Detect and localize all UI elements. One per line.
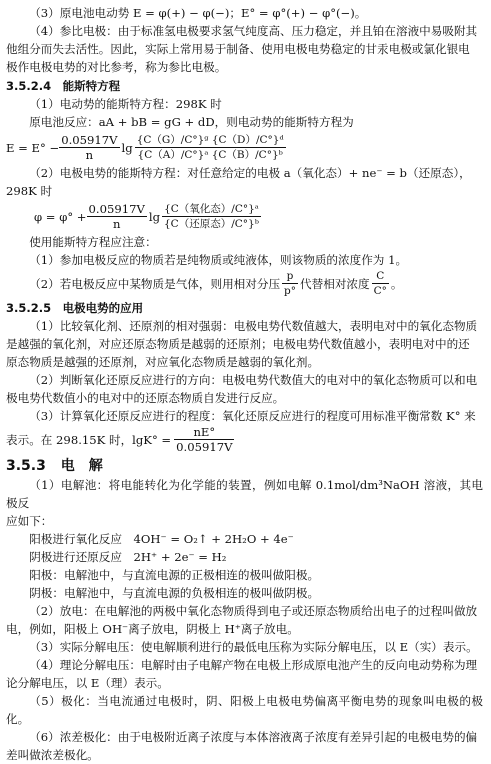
eq2-coefficient xyxy=(87,202,147,231)
para-reference-electrode-3: 极作电极电势的对比参考，称为参比电极。 xyxy=(6,60,227,74)
eq2-concentration-fraction xyxy=(162,202,261,231)
eq3-numerator: nE° xyxy=(174,425,234,440)
usage-note-2-text-a: （2）若电极反应中某物质是气体，则用相对分压 xyxy=(29,276,281,291)
theoretical-voltage-line-1: （4）理论分解电压：电解时由子电解产物在电极上形成原电池产生的反向电动势称为理 xyxy=(29,658,478,672)
section-heading-electrolysis xyxy=(6,456,483,476)
item-emf-definition: （3）原电池电动势 E = φ(+) − φ(−)；E° = φ°(+) − φ°(−)。 xyxy=(29,6,367,20)
usage-notes-heading: 使用能斯特方程应注意： xyxy=(29,235,157,249)
eq2-frac-numerator: {C（氧化态）/C°}ᵃ xyxy=(162,202,261,217)
anode-reaction: 阳极进行氧化反应 4OH⁻ = O₂↑ + 2H₂O + 4e⁻ xyxy=(29,532,294,546)
section-number: 3.5.3 xyxy=(6,458,46,474)
concentration-polarization-line-2: 差叫做浓差极化。 xyxy=(6,748,99,762)
application-3-text: 表示。在 298.15K 时，lgK° = xyxy=(6,432,172,447)
pressure-denominator: p° xyxy=(284,285,297,297)
application-3-line-1: （3）计算氧化还原反应进行的程度：氧化还原反应进行的程度可用标准平衡常数 K° 来 xyxy=(29,409,476,423)
relative-concentration-fraction xyxy=(372,269,389,298)
equation-electrode-nernst xyxy=(6,202,483,231)
application-1-line-3: 原态物质是越强的还原剂，对应氧化态物质是越弱的氧化剂。 xyxy=(6,355,320,369)
electrolysis-1-line-1: （1）电解池：将电能转化为化学能的装置，例如电解 0.1mol/dm³NaOH 溶液，其电极反 xyxy=(6,478,483,510)
eq1-lg: lg xyxy=(121,140,133,155)
eq1-concentration-fraction xyxy=(135,133,286,162)
theoretical-voltage-line-2: 论分解电压，以 E（理）表示。 xyxy=(6,676,169,690)
usage-note-2 xyxy=(6,269,483,298)
discharge-line-1: （2）放电：在电解池的两极中氧化态物质得到电子或还原态物质给出电子的过程叫做放 xyxy=(29,604,478,618)
usage-note-2-end: 。 xyxy=(390,276,403,291)
eq3-denominator: 0.05917V xyxy=(176,440,233,454)
cathode-reaction: 阴极进行还原反应 2H⁺ + 2e⁻ = H₂ xyxy=(29,550,227,564)
concentration-denominator: C° xyxy=(373,285,387,297)
eq2-coef-numerator: 0.05917V xyxy=(88,202,145,216)
nernst-item-2: （2）电极电势的能斯特方程：对任意给定的电极 a（氧化态）+ ne⁻ = b（还原态）， xyxy=(29,166,471,180)
application-2-line-1: （2）判断氧化还原反应进行的方向：电极电势代数值大的电对中的氧化态物质可以和电 xyxy=(29,373,478,387)
eq1-left: E = E° − xyxy=(6,140,60,155)
para-reference-electrode-2: 他组分而失去活性。因此，实际上常用易于制备、使用电极电势稳定的甘汞电极或氯化银电 xyxy=(6,42,470,56)
relative-pressure-fraction xyxy=(282,269,298,298)
eq2-frac-denominator: {C（还原态）/C°}ᵇ xyxy=(164,218,259,230)
eq2-left: φ = φ° + xyxy=(34,209,87,224)
application-1-line-2: 是越强的氧化剂，对应还原态物质是越弱的还原剂；电极电势代数值越小，表明电对中的还 xyxy=(6,337,470,351)
eq1-frac-denominator: {C（A）/C°}ᵃ {C（B）/C°}ᵇ xyxy=(137,149,283,161)
para-reference-electrode-1: （4）参比电极：由于标准氢电极要求氢气纯度高、压力稳定，并且铂在溶液中易吸附其 xyxy=(29,24,478,38)
application-3-line-2 xyxy=(6,425,483,454)
eq1-coef-numerator: 0.05917V xyxy=(61,133,118,147)
eq2-coef-denominator: n xyxy=(112,217,121,231)
anode-definition: 阳极：电解池中，与直流电源的正极相连的极叫做阳极。 xyxy=(29,568,320,582)
concentration-numerator: C xyxy=(372,269,389,284)
eq1-coef-denominator: n xyxy=(85,148,94,162)
usage-note-1: （1）参加电极反应的物质若是纯物质或纯液体，则该物质的浓度作为 1。 xyxy=(29,253,408,267)
eq2-lg: lg xyxy=(148,209,160,224)
usage-note-2-text-b: 代替相对浓度 xyxy=(300,276,370,291)
application-1-line-1: （1）比较氧化剂、还原剂的相对强弱：电极电势代数值越大，表明电对中的氧化态物质 xyxy=(29,319,478,333)
cathode-definition: 阴极：电解池中，与直流电源的负极相连的极叫做阴极。 xyxy=(29,586,320,600)
nernst-item-1: （1）电动势的能斯特方程：298K 时 xyxy=(29,97,222,111)
polarization: （5）极化：当电流通过电极时，阴、阳极上电极电势偏离平衡电势的现象叫电极的极化。 xyxy=(6,694,483,726)
eq1-frac-numerator: {C（G）/C°}ᵍ {C（D）/C°}ᵈ xyxy=(136,134,284,146)
section-title: 电 解 xyxy=(60,458,103,474)
application-2-line-2: 极电势代数值小的电对中的还原态物质自发进行反应。 xyxy=(6,391,285,405)
section-heading-nernst: 3.5.2.4 能斯特方程 xyxy=(6,79,121,93)
eq1-coefficient xyxy=(59,133,119,162)
pressure-numerator: p xyxy=(282,269,298,284)
electrolysis-1-line-2: 应如下： xyxy=(6,514,53,528)
equilibrium-constant-fraction xyxy=(174,425,234,454)
equation-emf-nernst xyxy=(6,133,483,162)
nernst-item-2-temp: 298K 时 xyxy=(6,184,53,198)
discharge-line-2: 电，例如，阳极上 OH⁻离子放电，阴极上 H⁺离子放电。 xyxy=(6,622,299,636)
actual-decomposition-voltage: （3）实际分解电压：使电解顺利进行的最低电压称为实际分解电压，以 E（实）表示。 xyxy=(29,640,478,654)
section-heading-applications: 3.5.2.5 电极电势的应用 xyxy=(6,301,144,315)
concentration-polarization-line-1: （6）浓差极化：由于电极附近离子浓度与本体溶液离子浓度有差异引起的电极电势的偏 xyxy=(29,730,478,744)
nernst-item-1-reaction: 原电池反应：aA + bB = gG + dD，则电动势的能斯特方程为 xyxy=(29,115,354,129)
